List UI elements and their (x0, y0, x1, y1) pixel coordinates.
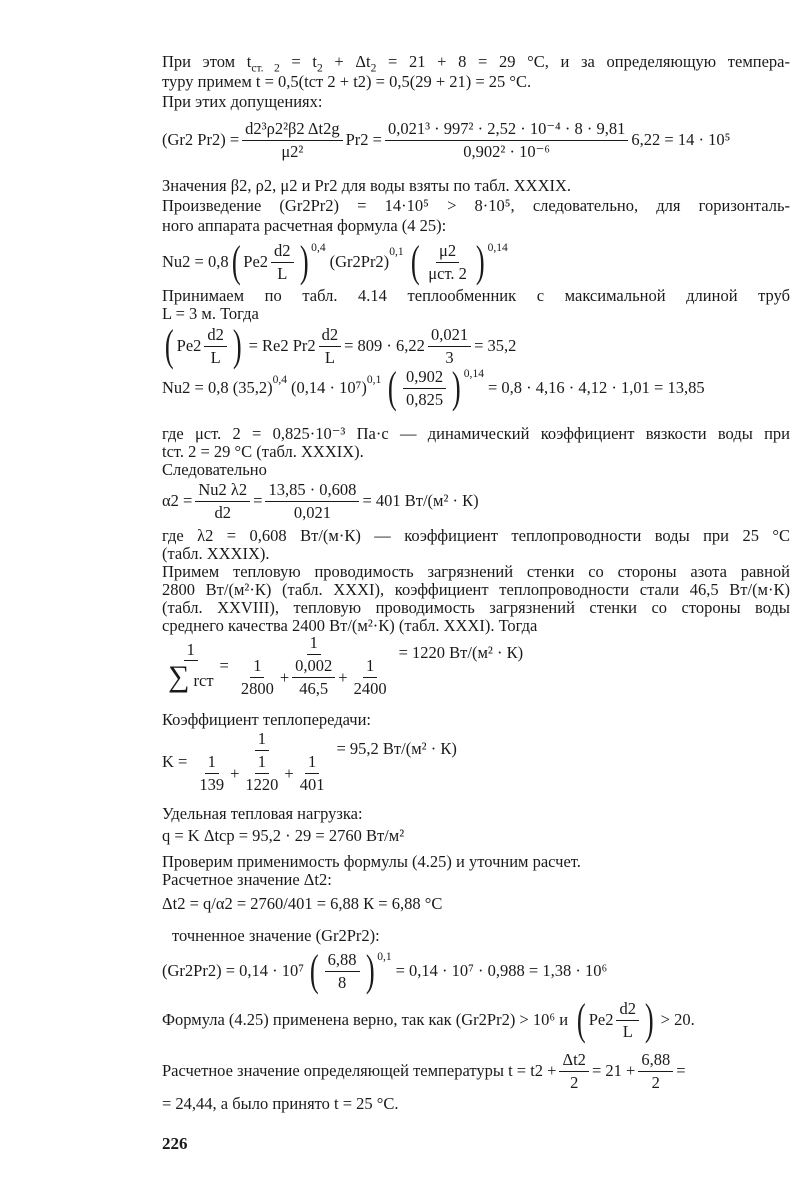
fraction (271, 241, 294, 284)
text-line: tст. 2 = 29 °С (табл. XXXIX). (162, 442, 364, 461)
text-line: Произведение (Gr2Pr2) = 14·10⁵ > 8·10⁵, следовательно, для горизонталь- (162, 196, 790, 215)
numerator: d2³ρ2²β2 Δt2g (242, 119, 342, 141)
left-paren: ( (577, 995, 586, 1044)
denominator (190, 751, 333, 795)
text-line: среднего качества 2400 Вт/(м²·К) (табл. XXXI). Тогда (162, 616, 538, 635)
denominator: 3 (445, 347, 454, 367)
fraction (385, 119, 628, 162)
text-line: > 20. (660, 1010, 695, 1030)
text-line: 2 (316, 62, 323, 75)
fraction (325, 950, 360, 993)
equation-term: = Re2 Pr2 (248, 336, 316, 356)
text-line: Значения β2, ρ2, μ2 и Pr2 для воды взяты по табл. XXXIX. (162, 176, 572, 195)
equation-rhs: = 0,8 · 4,16 · 4,12 · 1,01 = 13,85 (488, 378, 705, 398)
text-line: = (676, 1061, 686, 1081)
equation-term: (Gr2Pr2) (329, 252, 390, 272)
equation-term: (0,14 · 10⁷) (291, 378, 367, 398)
denominator: 0,825 (406, 389, 444, 409)
text-line: Удельная тепловая нагрузка: (162, 804, 363, 823)
equation-term: Pe2 (588, 1010, 614, 1030)
text-line: (табл. XXXIX). (162, 544, 270, 563)
plus-sign: + (230, 763, 240, 783)
denominator: 2400 (353, 678, 387, 698)
denominator: L (277, 263, 288, 283)
equation-rhs: = 35,2 (474, 336, 517, 356)
fraction (232, 633, 396, 698)
fraction (559, 1050, 588, 1093)
numerator: Nu2 λ2 (195, 480, 250, 502)
denominator: 0,902² · 10⁻⁶ (463, 141, 551, 161)
fraction (403, 367, 446, 410)
fraction (616, 999, 639, 1042)
numerator: μ2 (436, 241, 459, 263)
fraction (428, 325, 471, 368)
text-line (162, 996, 695, 1044)
text-line: При этих допущениях: (162, 92, 323, 111)
equation-lhs: (Gr2 Pr2) = (162, 130, 240, 150)
fraction (238, 656, 277, 699)
text-line: + Δt (322, 52, 371, 71)
equation-lhs: Nu2 = 0,8 (35,2) (162, 378, 273, 398)
text-line: (табл. XXVIII), тепловую проводимость загрязнений стенки со стороны воды (162, 598, 790, 617)
left-paren: ( (309, 946, 319, 995)
text-line: Проверим применимость формулы (4.25) и уточним расчет. (162, 852, 581, 871)
equation-rhs: = 95,2 Вт/(м² · К) (336, 739, 457, 759)
denominator: 8 (337, 972, 347, 992)
text-line: = 24,44, а было принято t = 25 °С. (162, 1094, 399, 1113)
text-line: При этом t (162, 52, 252, 71)
fraction (165, 640, 217, 693)
fraction (242, 752, 281, 795)
text-line: L = 3 м. Тогда (162, 304, 259, 323)
right-paren: ) (475, 237, 485, 286)
equation-lhs: α2 = (162, 491, 193, 511)
text-line (162, 1048, 686, 1094)
fraction (351, 656, 390, 699)
right-paren: ) (299, 237, 309, 286)
equation-alpha (162, 478, 479, 524)
fraction (242, 119, 342, 162)
equation-lhs: K = (162, 752, 188, 772)
equation-term: = (253, 491, 263, 511)
fraction (292, 656, 335, 699)
equation-term: = (219, 656, 229, 676)
equation-lhs: (Gr2Pr2) = 0,14 · 10⁷ (162, 961, 304, 981)
text-line: = 21 + (591, 1061, 636, 1081)
text-line: ст. 2 (251, 62, 280, 75)
left-paren: ( (164, 321, 174, 370)
text-line: Принимаем по табл. 4.14 теплообменник с максимальной длиной труб (162, 286, 790, 305)
text-line: Формула (4.25) применена верно, так как (Gr2Pr2) > 10⁶ и (162, 1010, 569, 1030)
denominator: 1220 (245, 774, 279, 794)
denominator: L (622, 1021, 633, 1041)
plus-sign: + (279, 667, 290, 687)
equation-lhs: Nu2 = 0,8 (162, 252, 229, 272)
text-line: Расчетное значение Δt2: (162, 870, 332, 889)
fraction (204, 325, 227, 368)
denominator (165, 661, 217, 692)
text-line: q = K Δtср = 95,2 · 29 = 2760 Вт/м² (162, 826, 405, 845)
equation-term: Pe2 (243, 252, 269, 272)
text-line: туру примем t = 0,5(tст 2 + t2) = 0,5(29 + 21) = 25 °С. (162, 72, 532, 91)
numerator: 6,88 (325, 950, 360, 972)
equation-rhs: = 1220 Вт/(м² · К) (398, 643, 524, 663)
denominator: 2 (651, 1072, 660, 1092)
numerator: d2 (616, 999, 639, 1021)
fraction (190, 729, 333, 794)
numerator: 0,021 (428, 325, 471, 347)
fraction (425, 241, 470, 284)
text-line: = 21 + 8 = 29 °С, и за определяющую темпера- (376, 52, 790, 71)
equation-rhs: = 0,14 · 10⁷ · 0,988 = 1,38 · 10⁶ (395, 961, 608, 981)
equation-term: = 809 · 6,22 (344, 336, 425, 356)
numerator: Δt2 (559, 1050, 588, 1072)
text-line: Расчетное значение определяющей температуры t = t2 + (162, 1061, 557, 1081)
text-line: ного аппарата расчетная формула (4 25): (162, 216, 447, 235)
text-line: Δt2 = q/α2 = 2760/401 = 6,88 К = 6,88 °С (162, 894, 443, 913)
numerator: 6,88 (638, 1050, 673, 1072)
page-number: 226 (162, 1134, 188, 1153)
numerator: 13,85 · 0,608 (265, 480, 359, 502)
equation-heat-transfer (162, 730, 457, 794)
denominator (232, 655, 396, 699)
numerator: 1 (305, 752, 319, 774)
denominator: d2 (214, 502, 231, 522)
text-line: где λ2 = 0,608 Вт/(м·К) — коэффициент теплопроводности воды при 25 °С (162, 526, 790, 545)
numerator: 0,002 (292, 656, 335, 678)
equation-grashof-refined: (Gr2Pr2) = 0,14 · 10⁷ ( $\frac{6,88}{8}$ ) $^{0,1}$ = 0,14 · 10⁷ · 0,988 = 1,38 · 10⁶ (162, 946, 608, 995)
numerator: 1 (255, 729, 269, 751)
left-paren: ( (410, 237, 420, 286)
right-paren: ) (232, 321, 242, 370)
denominator: μ2² (281, 141, 304, 161)
numerator: 1 (255, 752, 269, 774)
equation-nusselt-value: Nu2 = 0,8 (35,2) $^{0,4}$ (0,14 · 10⁷) $^{0,1}$ ( $\frac{0,902}{0,825}$ ) $^{0,14}$ = 0,8 · 4,16 · 4,12 · 1,01 = 13,85 (162, 363, 705, 412)
text-line: Примем тепловую проводимость загрязнений стенки со стороны азота равной (162, 562, 790, 581)
fraction (196, 752, 227, 795)
fraction (265, 480, 359, 523)
equation-nusselt: Nu2 = 0,8 ( Pe2 $\frac{d2}{L}$ ) $^{0,4}$ (Gr2Pr2) $^{0,1}$ ( $\frac{\mu 2}{\text{μст. 2}}$ ) $^{0,14}$ (162, 237, 508, 286)
fraction (638, 1050, 673, 1093)
numerator: 1 (363, 656, 377, 678)
text-line: Следовательно (162, 460, 267, 479)
equation-term: rст (193, 671, 214, 691)
denominator: 46,5 (299, 678, 329, 698)
text-line (162, 52, 790, 75)
equation-rhs: = 401 Вт/(м² · К) (362, 491, 479, 511)
denominator: μст. 2 (428, 263, 467, 283)
text-line: 2800 Вт/(м²·К) (табл. XXXI), коэффициент теплопроводности стали 46,5 Вт/(м·К) (162, 580, 790, 599)
right-paren: ) (365, 946, 375, 995)
numerator: 0,021³ · 997² · 2,52 · 10⁻⁴ · 8 · 9,81 (385, 119, 628, 141)
text-line: Коэффициент теплопередачи: (162, 710, 372, 729)
numerator: 1 (205, 752, 219, 774)
denominator: 2 (570, 1072, 579, 1092)
numerator: 1 (307, 633, 321, 655)
plus-sign: + (284, 763, 294, 783)
equation-term: Pe2 (176, 336, 202, 356)
numerator: d2 (204, 325, 227, 347)
denominator: 139 (199, 774, 225, 794)
numerator: d2 (319, 325, 342, 347)
denominator: 2800 (240, 678, 274, 698)
equation-rhs: 6,22 = 14 · 10⁵ (631, 130, 731, 150)
text-line: 2 (370, 62, 377, 75)
left-paren: ( (388, 363, 398, 412)
text-line: точненное значение (Gr2Pr2): (172, 926, 380, 945)
right-paren: ) (644, 995, 654, 1044)
equation-resistance (162, 634, 523, 698)
sigma-symbol: ∑ (168, 660, 190, 694)
plus-sign: + (338, 667, 348, 687)
left-paren: ( (231, 237, 241, 286)
equation-term: Pr2 = (345, 130, 382, 150)
text-line: где μст. 2 = 0,825·10⁻³ Па·с — динамический коэффициент вязкости воды при (162, 424, 790, 443)
numerator: d2 (271, 241, 294, 263)
denominator: L (324, 347, 335, 367)
equation-grashof (162, 114, 730, 166)
fraction (319, 325, 342, 368)
fraction (297, 752, 328, 795)
fraction (195, 480, 250, 523)
denominator: 0,021 (293, 502, 331, 522)
numerator: 1 (184, 640, 198, 662)
numerator: 1 (250, 656, 264, 678)
text-line: = t (279, 52, 317, 71)
numerator: 0,902 (403, 367, 446, 389)
denominator: 401 (299, 774, 325, 794)
right-paren: ) (452, 363, 461, 412)
denominator: L (210, 347, 221, 367)
